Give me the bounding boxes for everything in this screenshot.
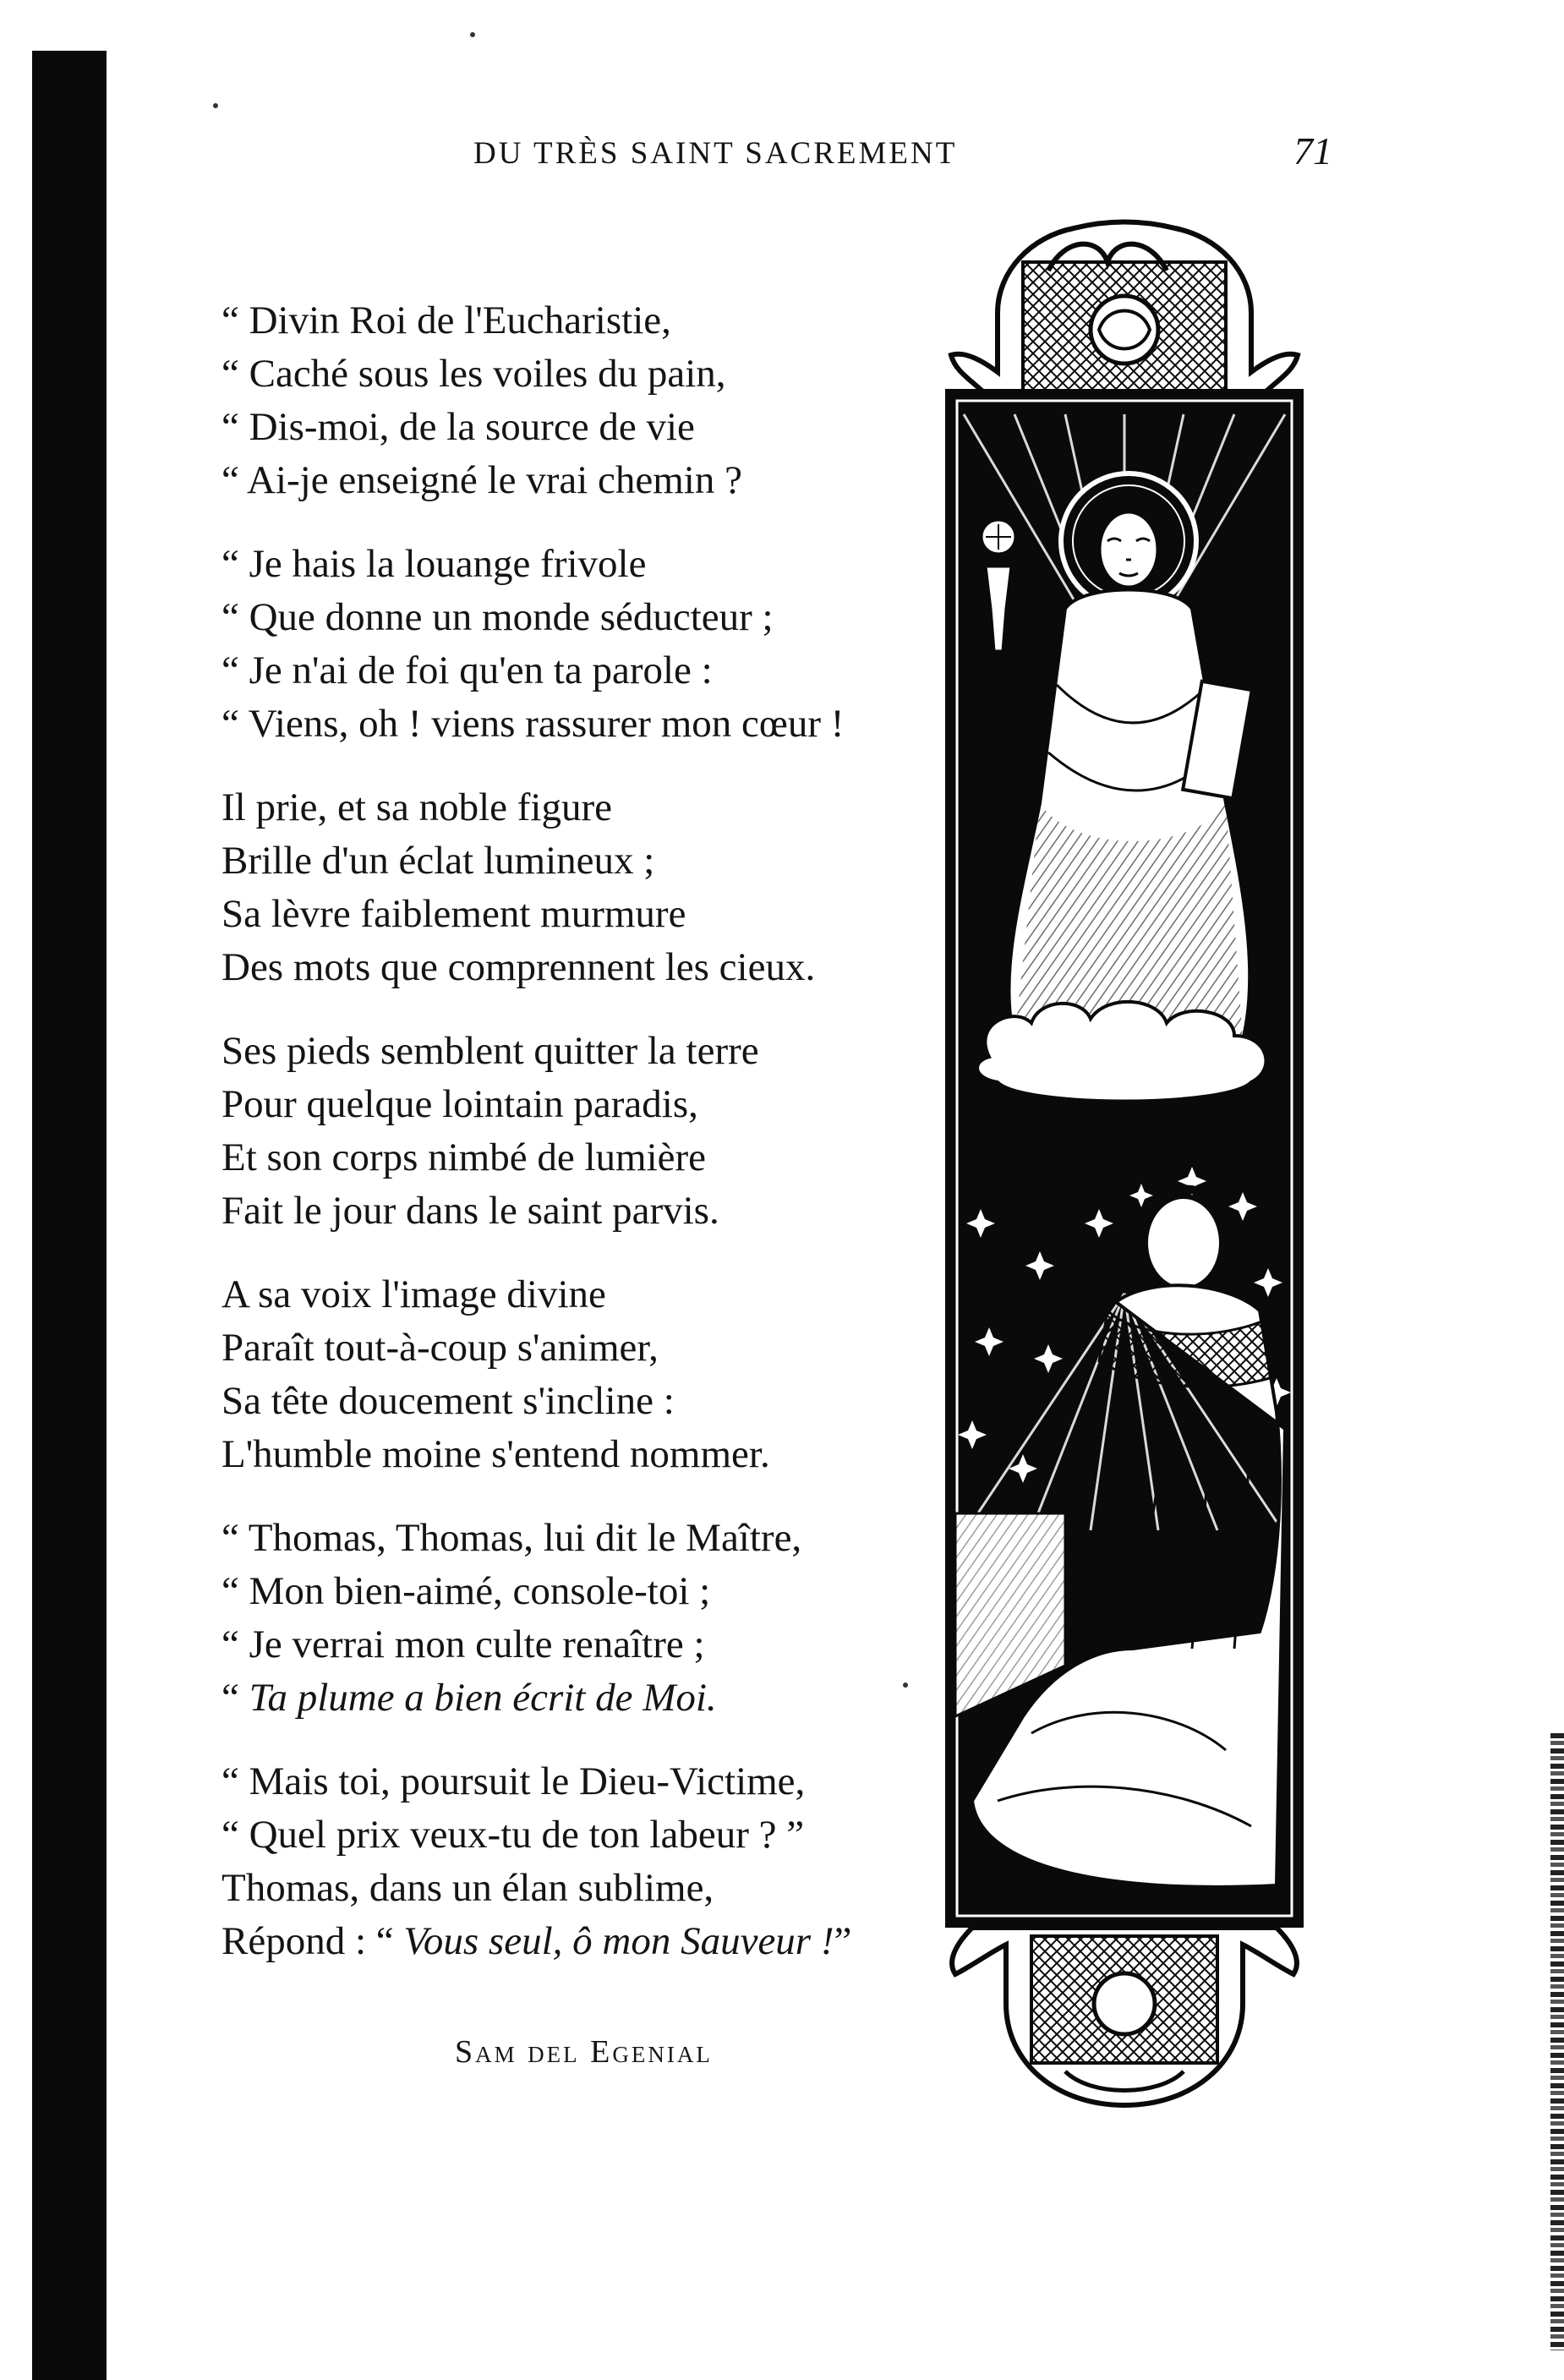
author-signature: Sam del Egenial (455, 2034, 713, 2070)
verse-line: “ Caché sous les voiles du pain, (221, 352, 726, 396)
stanza (221, 538, 915, 751)
verse-line: Thomas, dans un élan sublime, (221, 1866, 714, 1910)
verse-line: “ Je hais la louange frivole (221, 542, 647, 586)
scan-speck (470, 32, 475, 37)
stanza (221, 781, 915, 994)
scan-edge-noise (1550, 1733, 1564, 2350)
verse-line: L'humble moine s'entend nommer. (221, 1432, 770, 1476)
verse-line-mixed (221, 1915, 915, 1968)
verse-line: Brille d'un éclat lumineux ; (221, 839, 655, 883)
italic-verse: Ta plume a bien écrit de Moi. (249, 1676, 717, 1720)
verse-line: Et son corps nimbé de lumière (221, 1135, 706, 1179)
running-head: DU TRÈS SAINT SACREMENT (473, 136, 958, 171)
verse-line: “ Mon bien-aimé, console-toi ; (221, 1569, 711, 1613)
stanza (221, 294, 915, 507)
stanza (221, 1025, 915, 1238)
verse-line: Sa lèvre faiblement murmure (221, 892, 686, 936)
verse-line: “ Je n'ai de foi qu'en ta parole : (221, 648, 713, 692)
verse-line: Sa tête doucement s'incline : (221, 1379, 675, 1423)
verse-prefix: Répond : “ (221, 1919, 404, 1963)
bottom-cartouche (952, 1928, 1297, 2105)
verse-line: Fait le jour dans le saint parvis. (221, 1189, 719, 1233)
verse-line: “ Ai-je enseigné le vrai chemin ? (221, 458, 742, 502)
verse-line: Des mots que comprennent les cieux. (221, 945, 816, 989)
stanza (221, 1268, 915, 1481)
verse-line: “ Viens, oh ! viens rassurer mon cœur ! (221, 702, 845, 746)
verse-line: “ Divin Roi de l'Eucharistie, (221, 298, 671, 342)
poem (221, 294, 915, 1999)
verse-line: A sa voix l'image divine (221, 1272, 606, 1316)
scan-edge-shadow (32, 51, 107, 2380)
quote-mark: ” (834, 1919, 852, 1963)
verse-line: “ Que donne un monde séducteur ; (221, 595, 774, 639)
verse-line: Pour quelque lointain paradis, (221, 1082, 698, 1126)
verse-line: Il prie, et sa noble figure (221, 785, 612, 829)
stanza (221, 1755, 915, 1968)
page-number: 71 (1293, 129, 1332, 172)
verse-line: “ Dis-moi, de la source de vie (221, 405, 695, 449)
verse-line: “ Quel prix veux-tu de ton labeur ? ” (221, 1813, 805, 1857)
quote-mark: “ (221, 1676, 249, 1720)
verse-line: “ Thomas, Thomas, lui dit le Maître, (221, 1516, 802, 1560)
scan-speck (213, 103, 218, 108)
top-cartouche (951, 222, 1298, 398)
verse-line-mixed (221, 1671, 915, 1725)
verse-line: “ Je verrai mon culte renaître ; (221, 1622, 705, 1666)
verse-line: Ses pieds semblent quitter la terre (221, 1029, 759, 1073)
engraving-svg (938, 211, 1310, 2122)
italic-verse: Vous seul, ô mon Sauveur ! (403, 1919, 834, 1963)
saint-thomas-aquinas-engraving-icon (938, 211, 1310, 2122)
stanza (221, 1512, 915, 1725)
cloud-shape (977, 1002, 1266, 1102)
verse-line: Paraît tout-à-coup s'animer, (221, 1326, 659, 1370)
verse-line: “ Mais toi, poursuit le Dieu-Victime, (221, 1759, 806, 1803)
